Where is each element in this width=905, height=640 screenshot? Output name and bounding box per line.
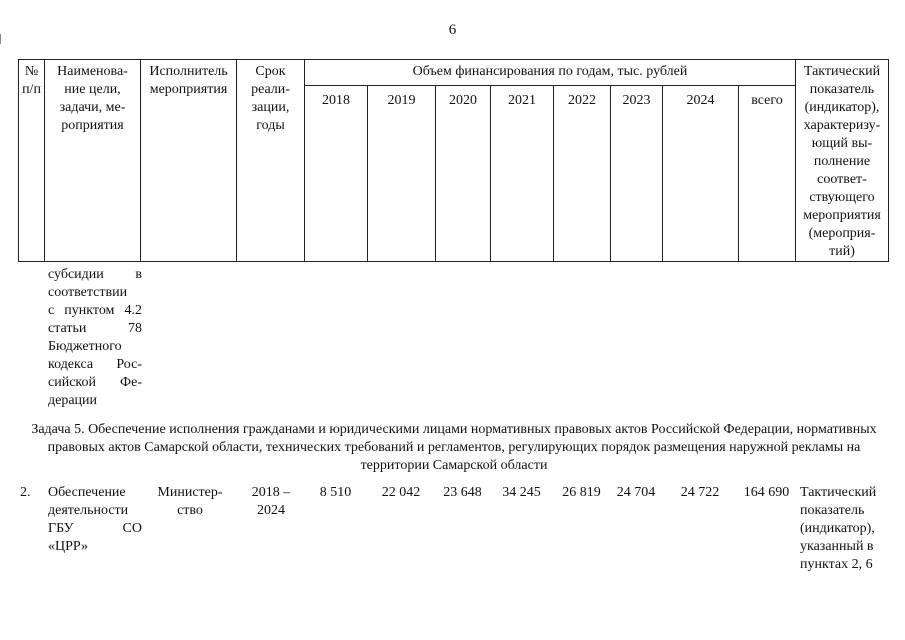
header-year: 2023 [611,86,663,262]
row-value-2018: 8 510 [319,485,352,500]
row-value-2021: 34 245 [502,485,541,500]
row-value-2022: 26 819 [562,485,601,500]
row-number: 2. [20,485,31,500]
header-term: Срок реали-зации, годы [237,60,305,262]
row-indicator: Тактический показатель (индикатор), указанный в пунктах 2, 6 [800,485,877,572]
header-year: 2024 [663,86,739,262]
row-value-2023: 24 704 [616,485,656,500]
row-executor: Министер- ство [157,485,223,518]
continuation-text: субсидии в соответствии с пунктом 4.2 статьи 78 Бюджетного кодекса Рос- сийской Фе- дерации [48,267,142,408]
header-total: всего [739,86,796,262]
header-year: 2021 [491,86,554,262]
header-no: № п/п [19,60,45,262]
row-term: 2018 – 2024 [251,485,291,518]
header-year: 2019 [368,86,436,262]
page-number: 6 [448,22,457,38]
header-year: 2022 [554,86,611,262]
header-executor: Исполнитель мероприятия [141,60,237,262]
header-table [18,59,889,262]
header-indicator: Тактический показатель (индикатор), характеризу-ющий вы-полнение соответ-ствующего мероприятия (мероприя-тий) [796,60,889,262]
header-financing: Объем финансирования по годам, тыс. рублей [305,60,796,86]
header-year: 2020 [436,86,491,262]
header-name: Наименова-ние цели, задачи, ме-роприятия [45,60,141,262]
row-value-2024: 24 722 [680,485,720,500]
row-value-total: 164 690 [743,485,790,500]
row-value-2019: 22 042 [381,485,421,500]
row-name: Обеспечение деятельности ГБУ СО «ЦРР» [48,485,142,554]
task-title: Задача 5. Обеспечение исполнения гражданами и юридическими лицами нормативных правовых актов Российской Федерации, нормативных правовых актов Самарской области, технических требований и регламентов, регулирующих порядок размещения наружной рекламы на территории Самарской области [31,422,877,473]
header-year: 2018 [305,86,368,262]
row-value-2020: 23 648 [443,485,482,500]
